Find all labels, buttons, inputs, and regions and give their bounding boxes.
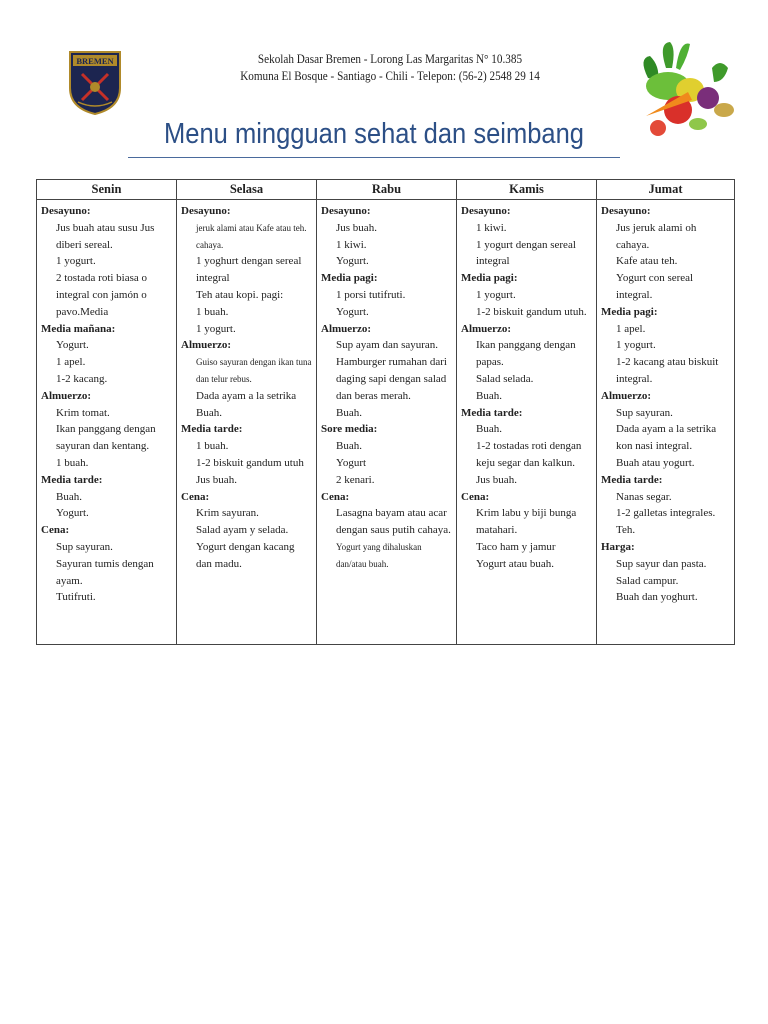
meal-section-label: Almuerzo: [321, 322, 372, 335]
school-crest-logo [68, 50, 122, 116]
meal-section-label: Media pagi: [601, 305, 658, 318]
vegetables-illustration [628, 38, 740, 138]
menu-item-text: 1 kiwi. [476, 221, 507, 234]
list-item [321, 455, 453, 472]
list-item [601, 455, 731, 472]
list-item [601, 405, 731, 422]
school-address-line: Sekolah Dasar Bremen - Lorong Las Margaritas N° 10.385 [257, 51, 523, 66]
list-item [601, 321, 731, 338]
menu-item-text: Ikan panggang dengan sayuran dan kentang. [56, 423, 156, 453]
list-item [461, 438, 593, 472]
list-item [461, 220, 593, 237]
meal-section-label: Media pagi: [461, 272, 518, 285]
menu-item-text: Buah. [476, 423, 502, 436]
menu-item-text: 1 apel. [56, 356, 86, 369]
menu-item-text: 1-2 kacang atau biskuit integral. [616, 356, 719, 385]
day-menu-cell [37, 200, 177, 645]
menu-item-text: Yogurt [336, 456, 367, 469]
list-item [181, 220, 313, 254]
list-item [41, 505, 173, 522]
menu-item-text: Sup sayuran. [56, 540, 113, 553]
menu-item-text: Jus buah. [476, 473, 517, 486]
menu-item-text: 2 kenari. [336, 473, 375, 486]
menu-item-text: 1 yogurt. [56, 255, 96, 268]
meal-section-label: Cena: [461, 490, 490, 503]
meal-section-label: Almuerzo: [601, 389, 652, 402]
list-item [181, 438, 313, 455]
weekly-menu-table [36, 179, 735, 645]
meal-section-label: Media mañana: [41, 322, 116, 335]
list-item [181, 522, 313, 539]
list-item [321, 337, 453, 354]
list-item [601, 253, 731, 270]
menu-item-text: Buah. [196, 406, 222, 419]
meal-section-label: Desayuno: [41, 205, 91, 217]
day-menu-cell [597, 200, 735, 645]
list-item [41, 421, 173, 455]
list-item [601, 489, 731, 506]
list-item [321, 304, 453, 321]
menu-item-text: 1-2 biskuit gandum utuh [196, 456, 304, 469]
menu-item-text: Salad ayam y selada. [196, 524, 289, 537]
meal-section-label: Cena: [181, 490, 210, 503]
list-item [181, 388, 313, 405]
meal-section-label: Almuerzo: [461, 322, 512, 335]
meal-section-label: Desayuno: [321, 205, 371, 217]
title-underline [128, 157, 620, 158]
menu-item-text: Salad campur. [616, 574, 679, 587]
list-item [461, 287, 593, 304]
menu-item-text: Krim tomat. [56, 406, 110, 419]
list-item [321, 505, 453, 539]
list-item [461, 337, 593, 371]
list-item [41, 253, 173, 270]
menu-item-text: 1 yogurt dengan sereal integral [476, 238, 576, 268]
menu-item-text: Guiso sayuran dengan ikan tuna dan telur rebus. [196, 357, 312, 384]
list-item [41, 220, 173, 254]
menu-item-text: Dada ayam a la setrika kon nasi integral. [616, 423, 717, 453]
menu-item-text: Nanas segar. [616, 490, 672, 503]
list-item [41, 489, 173, 506]
list-item [321, 237, 453, 254]
menu-item-text: Yogurt. [56, 339, 89, 352]
menu-item-text: Buah. [476, 389, 502, 402]
list-item [181, 505, 313, 522]
day-header: Selasa [177, 180, 317, 200]
menu-item-text: Lasagna bayam atau acar dengan saus putih cahaya. [336, 507, 451, 537]
list-item [461, 556, 593, 573]
list-item [181, 287, 313, 304]
menu-item-text: 1 apel. [616, 322, 646, 335]
list-item [601, 354, 731, 388]
table-row [37, 200, 735, 645]
menu-item-text: Dada ayam a la setrika [196, 389, 297, 402]
list-item [181, 539, 313, 573]
meal-section-label: Media tarde: [601, 473, 663, 486]
list-item [601, 421, 731, 455]
menu-item-text: Yogurt. [56, 507, 89, 520]
list-item [41, 354, 173, 371]
list-item [321, 253, 453, 270]
meal-section-label: Media pagi: [321, 272, 378, 285]
menu-item-text: Jus jeruk alami oh cahaya. [616, 221, 697, 251]
menu-item-text: Krim labu y biji bunga matahari. [476, 507, 577, 537]
menu-item-text: Buah atau yogurt. [616, 456, 695, 469]
menu-item-text: Buah. [336, 440, 362, 453]
menu-item-text: Teh atau kopi. pagi: [196, 288, 284, 301]
menu-item-text: 1 buah. [196, 440, 229, 453]
list-item [181, 455, 313, 472]
menu-item-text: Yogurt dengan kacang dan madu. [196, 540, 295, 570]
list-item [601, 573, 731, 590]
list-item [181, 405, 313, 422]
menu-item-text: 1 yogurt. [476, 288, 516, 301]
menu-item-text: Yogurt yang dihaluskan dan/atau buah. [336, 541, 422, 569]
list-item [41, 556, 173, 590]
day-header: Kamis [457, 180, 597, 200]
day-menu-cell [457, 200, 597, 645]
menu-item-text: Kafe atau teh. [616, 255, 678, 268]
menu-item-text: Sup sayuran. [616, 406, 673, 419]
table-header-row [37, 180, 735, 200]
list-item [41, 539, 173, 556]
meal-section-label: Desayuno: [601, 205, 651, 217]
list-item [601, 337, 731, 354]
menu-item-text: 1 yoghurt dengan sereal integral [196, 255, 302, 285]
list-item [461, 371, 593, 388]
meal-section-label: Desayuno: [181, 205, 231, 217]
list-item [321, 354, 453, 404]
day-header: Rabu [317, 180, 457, 200]
list-item [601, 522, 731, 539]
menu-item-text: Salad selada. [476, 372, 534, 385]
menu-item-text: 1-2 galletas integrales. [616, 507, 716, 520]
list-item [41, 589, 173, 606]
menu-item-text: 1-2 tostadas roti dengan keju segar dan kalkun. [476, 440, 582, 469]
list-item [461, 388, 593, 405]
list-item [41, 405, 173, 422]
day-header: Senin [37, 180, 177, 200]
menu-item-text: 1 porsi tutifruti. [336, 288, 406, 301]
list-item [601, 589, 731, 606]
school-header [184, 50, 597, 84]
list-item [461, 539, 593, 556]
menu-item-text: 1-2 biskuit gandum utuh. [476, 305, 587, 318]
list-item [461, 505, 593, 539]
list-item [461, 237, 593, 271]
menu-item-text: Jus buah. [196, 473, 237, 486]
list-item [321, 438, 453, 455]
day-header: Jumat [597, 180, 735, 200]
menu-item-text: 1 kiwi. [336, 238, 367, 251]
menu-item-text: Yogurt. [336, 305, 369, 318]
menu-item-text: Yogurt. [336, 255, 369, 268]
menu-item-text: 2 tostada roti biasa o integral con jamón o pavo.Media [56, 272, 148, 318]
list-item [601, 270, 731, 304]
list-item [41, 270, 173, 320]
list-item [321, 405, 453, 422]
menu-item-text: Sup sayur dan pasta. [616, 557, 707, 570]
list-item [181, 304, 313, 321]
list-item [181, 354, 313, 388]
menu-item-text: 1 yogurt. [196, 322, 236, 335]
list-item [41, 371, 173, 388]
menu-item-text: 1 buah. [196, 305, 229, 318]
meal-section-label: Desayuno: [461, 205, 511, 217]
menu-item-text: 1 buah. [56, 456, 89, 469]
list-item [181, 253, 313, 287]
menu-item-text: Sayuran tumis dengan ayam. [56, 557, 154, 587]
menu-item-text: Jus buah atau susu Jus diberi sereal. [56, 221, 155, 251]
list-item [321, 220, 453, 237]
menu-item-text: Jus buah. [336, 221, 377, 234]
menu-item-text: Ikan panggang dengan papas. [476, 339, 576, 369]
menu-item-text: Taco ham y jamur [476, 540, 556, 553]
school-contact-line: Komuna El Bosque - Santiago - Chili - Telepon: (56-2) 2548 29 14 [240, 68, 540, 83]
meal-section-label: Media tarde: [41, 473, 103, 486]
svg-text:BREMEN: BREMEN [76, 56, 114, 66]
menu-item-text: 1 yogurt. [616, 339, 656, 352]
menu-item-text: Buah dan yoghurt. [616, 591, 698, 604]
meal-section-label: Media tarde: [461, 406, 523, 419]
meal-section-label: Harga: [601, 540, 635, 553]
list-item [601, 220, 731, 254]
list-item [461, 304, 593, 321]
meal-section-label: Cena: [41, 524, 70, 537]
menu-item-text: Hamburger rumahan dari daging sapi dengan salad dan beras merah. [336, 356, 447, 402]
menu-item-text: Tutifruti. [56, 591, 96, 604]
list-item [321, 287, 453, 304]
list-item [461, 421, 593, 438]
day-menu-cell [177, 200, 317, 645]
list-item [321, 472, 453, 489]
meal-section-label: Almuerzo: [181, 339, 232, 352]
list-item [321, 539, 453, 573]
menu-item-text: Yogurt con sereal integral. [616, 272, 694, 301]
page-title: Menu mingguan sehat dan seimbang [164, 118, 584, 150]
menu-item-text: Buah. [56, 490, 82, 503]
meal-section-label: Media tarde: [181, 423, 243, 436]
menu-item-text: 1-2 kacang. [56, 372, 108, 385]
menu-item-text: jeruk alami atau Kafe atau teh. cahaya. [196, 222, 307, 250]
list-item [181, 321, 313, 338]
list-item [41, 455, 173, 472]
list-item [461, 472, 593, 489]
menu-item-text: Buah. [336, 406, 362, 419]
menu-item-text: Krim sayuran. [196, 507, 259, 520]
list-item [601, 556, 731, 573]
menu-item-text: Sup ayam dan sayuran. [336, 339, 439, 352]
menu-item-text: Yogurt atau buah. [476, 557, 555, 570]
list-item [41, 337, 173, 354]
meal-section-label: Sore media: [321, 423, 378, 436]
menu-item-text: Teh. [616, 524, 636, 537]
day-menu-cell [317, 200, 457, 645]
meal-section-label: Cena: [321, 490, 350, 503]
list-item [181, 472, 313, 489]
list-item [601, 505, 731, 522]
meal-section-label: Almuerzo: [41, 389, 92, 402]
